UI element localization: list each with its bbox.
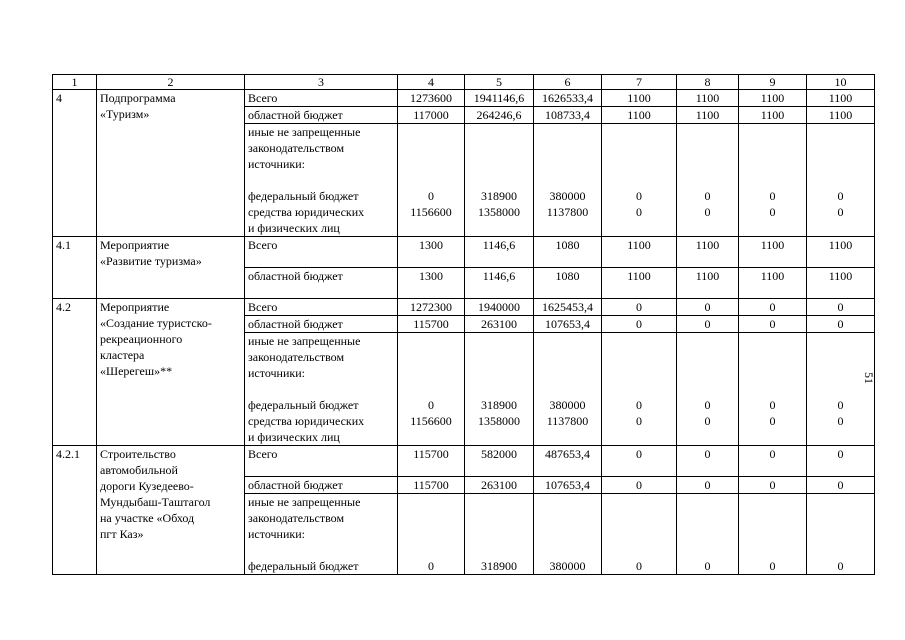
column-header: 2 <box>97 75 245 90</box>
value-cell: 1100 <box>807 237 875 268</box>
value-cell <box>398 397 465 446</box>
value: 0 <box>837 398 844 412</box>
source-line: иные не запрещенные <box>248 334 361 348</box>
value: 1137800 <box>546 205 589 219</box>
value-cell <box>677 397 739 446</box>
value: 0 <box>837 414 844 428</box>
value-cell: 115700 <box>398 446 465 477</box>
value: 0 <box>769 414 776 428</box>
value-cell: 1100 <box>602 268 677 299</box>
value-cell: 0 <box>739 299 807 316</box>
row-code: 4.1 <box>53 237 97 299</box>
name-line: Мундыбаш-Таштагол <box>100 495 211 509</box>
value: 0 <box>636 189 642 203</box>
source-line: и физических лиц <box>248 221 340 235</box>
value-cell: 263100 <box>465 316 534 333</box>
value: 0 <box>704 398 711 412</box>
table-row <box>53 446 875 477</box>
value-cell: 1940000 <box>465 299 534 316</box>
value-cell: 1300 <box>398 268 465 299</box>
name-line: дороги Кузедеево- <box>100 479 194 493</box>
value-cell: 0 <box>807 446 875 477</box>
header-row <box>53 75 875 90</box>
value-cell: 0 <box>602 558 677 575</box>
value-cell <box>534 188 602 237</box>
value: 0 <box>769 189 776 203</box>
value: 0 <box>636 205 642 219</box>
value-cell: 0 <box>602 299 677 316</box>
name-line: рекреационного <box>100 332 183 346</box>
value-cell: 1941146,6 <box>465 90 534 107</box>
name-line: на участке «Обход <box>100 511 195 525</box>
value-cell: 1146,6 <box>465 237 534 268</box>
value-cell: 582000 <box>465 446 534 477</box>
value-cell: 264246,6 <box>465 107 534 124</box>
name-line: «Создание туристско- <box>100 316 212 330</box>
row-code: 4.2 <box>53 299 97 446</box>
source-label: Всего <box>245 237 398 268</box>
value: 0 <box>704 189 711 203</box>
value-cell: 1100 <box>602 107 677 124</box>
column-header: 8 <box>677 75 739 90</box>
row-name <box>97 446 245 575</box>
column-header: 10 <box>807 75 875 90</box>
value-cell <box>677 188 739 237</box>
source-label: областной бюджет <box>245 268 398 299</box>
value-cell: 107653,4 <box>534 477 602 494</box>
value: 318900 <box>481 189 517 203</box>
value: 0 <box>428 189 434 203</box>
column-header: 4 <box>398 75 465 90</box>
value-cell: 0 <box>807 316 875 333</box>
name-line: «Шерегеш»** <box>100 364 173 378</box>
value-cell: 0 <box>739 558 807 575</box>
source-label <box>245 397 398 446</box>
name-line: Строительство <box>100 447 176 461</box>
value: 0 <box>769 398 776 412</box>
name-line: Подпрограмма <box>100 91 176 105</box>
value-cell: 0 <box>398 558 465 575</box>
value-cell: 1100 <box>602 237 677 268</box>
row-code: 4 <box>53 90 97 237</box>
table-row <box>53 299 875 316</box>
source-line: средства юридических <box>248 414 365 428</box>
value-cell: 0 <box>739 446 807 477</box>
source-label: областной бюджет <box>245 107 398 124</box>
value-cell: 1100 <box>739 90 807 107</box>
value-cell <box>807 188 875 237</box>
value: 380000 <box>549 398 586 412</box>
value-cell: 117000 <box>398 107 465 124</box>
source-line: источники: <box>248 157 305 171</box>
value-cell: 318900 <box>465 558 534 575</box>
column-header: 5 <box>465 75 534 90</box>
value-cell: 1100 <box>739 268 807 299</box>
value: 0 <box>428 398 434 412</box>
value-cell: 115700 <box>398 477 465 494</box>
value-cell: 0 <box>602 446 677 477</box>
table-row <box>53 237 875 268</box>
column-header: 1 <box>53 75 97 90</box>
table-row <box>53 90 875 107</box>
value-cell: 0 <box>807 477 875 494</box>
value-cell: 0 <box>677 446 739 477</box>
page-number: 51 <box>862 372 876 384</box>
name-line: пгт Каз» <box>100 527 144 541</box>
source-label: Всего <box>245 90 398 107</box>
value: 380000 <box>549 189 586 203</box>
source-label: Всего <box>245 446 398 477</box>
value-cell: 0 <box>602 477 677 494</box>
source-label <box>245 124 398 189</box>
value: 0 <box>636 414 642 428</box>
value-cell: 1100 <box>807 107 875 124</box>
value-cell: 0 <box>677 558 739 575</box>
value: 1156600 <box>410 205 452 219</box>
value: 0 <box>837 205 844 219</box>
value-cell <box>602 188 677 237</box>
value-cell: 1273600 <box>398 90 465 107</box>
value-cell: 1100 <box>677 90 739 107</box>
value: 1358000 <box>478 205 520 219</box>
value-cell: 1080 <box>534 237 602 268</box>
value-cell: 0 <box>739 316 807 333</box>
value-cell: 1146,6 <box>465 268 534 299</box>
value-cell: 1100 <box>807 90 875 107</box>
value-cell <box>807 397 875 446</box>
value-cell: 0 <box>677 299 739 316</box>
value-cell: 0 <box>677 477 739 494</box>
value: 0 <box>704 414 711 428</box>
row-code: 4.2.1 <box>53 446 97 575</box>
value: 1358000 <box>478 414 520 428</box>
value-cell: 1625453,4 <box>534 299 602 316</box>
row-name <box>97 299 245 446</box>
value: 0 <box>636 398 642 412</box>
value-cell: 108733,4 <box>534 107 602 124</box>
source-line: федеральный бюджет <box>248 398 359 412</box>
row-name <box>97 237 245 299</box>
source-label: федеральный бюджет <box>245 558 398 575</box>
source-line: иные не запрещенные <box>248 125 361 139</box>
source-line: федеральный бюджет <box>248 189 359 203</box>
value-cell: 263100 <box>465 477 534 494</box>
name-line: Мероприятие <box>100 300 170 314</box>
source-label <box>245 333 398 398</box>
source-line: законодательством <box>248 511 345 525</box>
value-cell: 0 <box>602 316 677 333</box>
value: 0 <box>769 205 776 219</box>
value-cell <box>739 397 807 446</box>
value-cell <box>398 188 465 237</box>
value-cell: 0 <box>739 477 807 494</box>
value-cell: 1100 <box>739 237 807 268</box>
name-line: автомобильной <box>100 463 178 477</box>
value: 0 <box>837 189 844 203</box>
name-line: «Туризм» <box>100 107 150 121</box>
value-cell: 1100 <box>677 268 739 299</box>
source-label <box>245 494 398 559</box>
value-cell <box>465 397 534 446</box>
source-label: Всего <box>245 299 398 316</box>
column-header: 6 <box>534 75 602 90</box>
source-line: источники: <box>248 366 305 380</box>
value-cell: 487653,4 <box>534 446 602 477</box>
source-label: областной бюджет <box>245 316 398 333</box>
value-cell: 1100 <box>677 237 739 268</box>
value-cell: 0 <box>807 558 875 575</box>
name-line: «Развитие туризма» <box>100 254 202 268</box>
value-cell: 1100 <box>739 107 807 124</box>
source-line: источники: <box>248 527 305 541</box>
value: 1156600 <box>410 414 452 428</box>
source-line: иные не запрещенные <box>248 495 361 509</box>
value: 1137800 <box>546 414 589 428</box>
value: 318900 <box>481 398 517 412</box>
column-header: 7 <box>602 75 677 90</box>
value-cell <box>602 397 677 446</box>
value-cell <box>465 188 534 237</box>
name-line: Мероприятие <box>100 238 170 252</box>
value-cell: 0 <box>677 316 739 333</box>
value-cell: 1626533,4 <box>534 90 602 107</box>
value-cell: 1100 <box>677 107 739 124</box>
name-line: кластера <box>100 348 145 362</box>
value-cell: 1300 <box>398 237 465 268</box>
source-line: средства юридических <box>248 205 365 219</box>
value-cell: 107653,4 <box>534 316 602 333</box>
value-cell: 1100 <box>602 90 677 107</box>
budget-table <box>52 74 875 575</box>
column-header: 9 <box>739 75 807 90</box>
value: 0 <box>704 205 711 219</box>
source-line: законодательством <box>248 350 345 364</box>
value-cell: 115700 <box>398 316 465 333</box>
source-line: и физических лиц <box>248 430 340 444</box>
value-cell <box>739 188 807 237</box>
value-cell: 1272300 <box>398 299 465 316</box>
source-line: законодательством <box>248 141 345 155</box>
column-header: 3 <box>245 75 398 90</box>
value-cell: 1080 <box>534 268 602 299</box>
value-cell: 0 <box>807 299 875 316</box>
value-cell: 1100 <box>807 268 875 299</box>
source-label <box>245 188 398 237</box>
value-cell <box>534 397 602 446</box>
row-name <box>97 90 245 237</box>
source-label: областной бюджет <box>245 477 398 494</box>
value-cell: 380000 <box>534 558 602 575</box>
